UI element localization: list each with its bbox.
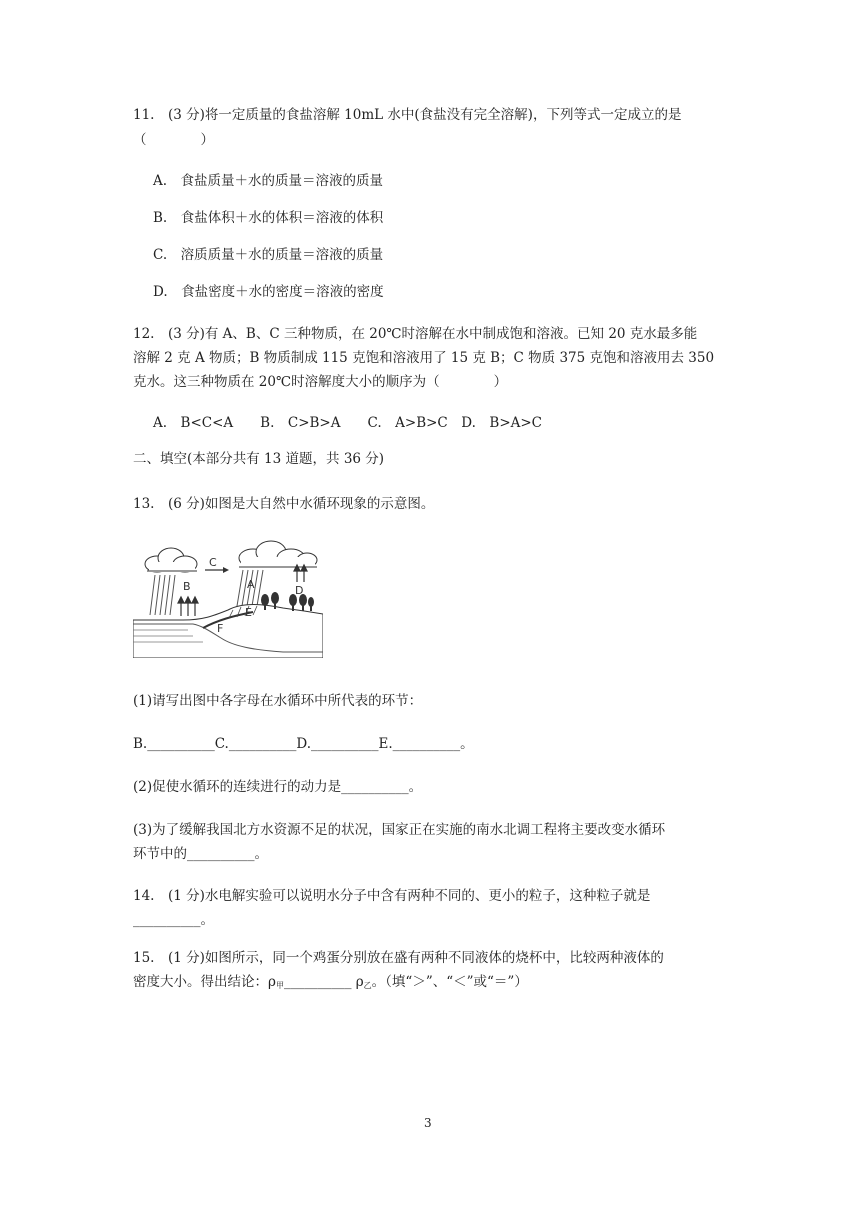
q11-option-b: B. 食盐体积＋水的体积＝溶液的体积 [153,210,384,226]
q12-line2: 溶解 2 克 A 物质；B 物质制成 115 克饱和溶液用了 15 克 B；C 物质 375 克饱和溶液用去 350 [133,350,715,366]
q14-line1: 14. (1 分)水电解实验可以说明水分子中含有两种不同的、更小的粒子，这种粒子就是 [133,888,651,904]
page-number: 3 [424,1116,432,1130]
q13-sub3-line1: (3)为了缓解我国北方水资源不足的状况，国家正在实施的南水北调工程将主要改变水循环 [133,822,666,838]
q13-sub2: (2)促使水循环的连续进行的动力是__________。 [133,779,423,795]
q12-line3: 克水。这三种物质在 20℃时溶解度大小的顺序为（ ） [133,374,508,390]
q15-line2 [133,972,528,996]
q11-answer-bracket: （ ） [133,132,214,148]
figure-label-c: C [209,556,217,569]
q13-sub1: (1)请写出图中各字母在水循环中所代表的环节： [133,693,423,709]
rho-subscript-yi: 乙 [363,981,372,990]
water-cycle-figure [133,540,323,658]
q11-option-d: D. 食盐密度＋水的密度＝溶液的密度 [153,284,384,300]
q11-option-a: A. 食盐质量＋水的质量＝溶液的质量 [153,173,384,189]
q12-options: A. B<C<A B. C>B>A C. A>B>C D. B>A>C [153,415,543,431]
q15-line2-post: 。（填“＞”、“＜”或“＝”） [371,974,528,990]
section-2-heading: 二、填空(本部分共有 13 道题，共 36 分) [133,451,385,467]
q11-line1: 11. (3 分)将一定质量的食盐溶解 10mL 水中(食盐没有完全溶解)，下列等式一定成立的是 [133,107,682,123]
q11-option-c: C. 溶质质量＋水的质量＝溶液的质量 [153,247,384,263]
q14-line2: __________。 [133,912,214,928]
q13-blanks: B.__________C.__________D.__________E.__________。 [133,736,474,752]
figure-label-e: E [245,606,252,619]
figure-label-d: D [295,584,304,597]
q13-line1: 13. (6 分)如图是大自然中水循环现象的示意图。 [133,496,435,512]
q13-sub3-line2: 环节中的__________。 [133,846,268,862]
rho-subscript-jia: 甲 [275,981,284,990]
figure-label-f: F [217,622,224,635]
q15-line2-pre: 密度大小。得出结论：ρ [133,974,276,990]
q15-line1: 15. (1 分)如图所示，同一个鸡蛋分别放在盛有两种不同液体的烧杯中，比较两种液体的 [133,950,664,966]
figure-label-b: B [183,580,191,593]
figure-label-a: A [247,578,255,591]
q15-line2-mid: __________ ρ [283,974,364,990]
q12-line1: 12. (3 分)有 A、B、C 三种物质，在 20℃时溶解在水中制成饱和溶液。已知 20 克水最多能 [133,326,698,342]
